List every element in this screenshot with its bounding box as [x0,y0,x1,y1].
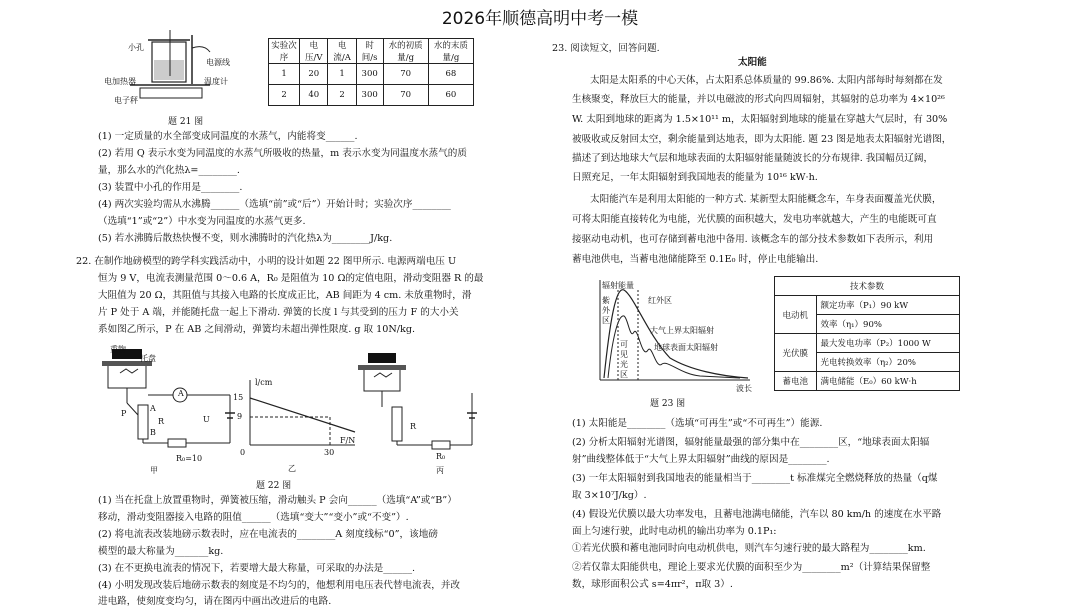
table-cell: 2 [269,85,300,106]
label-ammeter: A [178,389,184,398]
q23-para2-line: 蓄电池供电，当蓄电池储能降至 0.1E₀ 时，停止电能输出. [572,254,819,265]
spectrum-uv-label: 紫外区 [602,296,610,325]
label-thermometer: 温度计 [204,77,228,86]
label-r0-bing: R₀ [436,452,446,461]
q22-line: 模型的最大称量为_______kg. [98,546,224,557]
q23-line: (1) 太阳能是________（选填“可再生”或“不可再生”）能源. [572,418,823,429]
table-cell: 68 [428,64,473,85]
spectrum-ground-label: 地球表面太阳辐射 [654,343,718,352]
fig22-circuit-jia [98,343,248,463]
label-r: R [158,417,165,426]
q22-line: 移动，滑动变阻器接入电路的阻值______（选填“变大”“变小”或“不变”）. [98,512,409,523]
label-r0: R₀=10 [176,454,203,463]
graph-y-tick: 15 [233,393,244,402]
table-header-row [269,39,474,64]
spectrum-ir-label: 红外区 [648,296,672,305]
table-cell: 1 [269,64,300,85]
graph-y-tick: 9 [237,412,243,421]
tech-item: 效率（η₁）90% [816,315,959,334]
table-cell: 1 [328,64,356,85]
table-cell: 20 [300,64,328,85]
q22-intro-line: 22. 在制作地磅模型的跨学科实践活动中，小明的设计如题 22 图甲所示. 电源两端电压 U [76,256,457,267]
table-cell: 70 [383,64,428,85]
graph-x-label: F/N [340,436,356,445]
label-tray: 托盘 [140,354,156,363]
q23-para1-line: W. 太阳到地球的距离为 1.5×10¹¹ m，太阳辐射到地球的能量在穿越大气层时，有 30% [572,114,948,125]
spectrum-atmo-label: 大气上界太阳辐射 [650,326,714,335]
q23-line: 射”曲线整体低于“大气上界太阳辐射”曲线的原因是________. [572,454,830,465]
graph-y-label: l/cm [255,378,273,387]
label-r-bing: R [410,422,417,431]
q23-line: ②若仅靠太阳能供电，理论上要求光伏膜的面积至少为________m²（计算结果保留整 [572,562,931,573]
tech-item: 满电储能（E₀）60 kW·h [816,372,959,391]
tech-group: 蓄电池 [775,372,817,391]
q22-line: (1) 当在托盘上放置重物时，弹簧被压缩，滑动触头 P 会向______（选填“A”或“B”） [98,495,457,506]
q22-line: (2) 将电流表改装地磅示数表时，应在电流表的________A 刻度线标“0”，该地磅 [98,529,438,540]
q22-line: 进电路，使刻度变均匀，请在图丙中画出改进后的电路. [98,596,332,607]
label-jia: 甲 [150,466,158,475]
spectrum-visible-label: 可见光区 [620,340,628,379]
tech-title: 技术参数 [775,277,960,296]
graph-x-tick: 30 [324,448,335,457]
q23-para2-line: 可将太阳能直接转化为电能，光伏膜的面积越大，发电功率就越大，产生的电能既可直 [572,214,937,225]
table-cell: 300 [356,85,383,106]
q22-intro-line: 系如图乙所示，P 在 AB 之间滑动，弹簧均未超出弹性限度. g 取 10N/kg. [98,324,416,335]
q21-line: (2) 若用 Q 表示水变为同温度的水蒸气所吸收的热量，m 表示水变为同温度水蒸气的质 [98,148,467,159]
fig21-caption: 题 21 图 [168,117,204,127]
q23-line: (2) 分析太阳辐射光谱图，辐射能量最强的部分集中在________区，“地球表面太阳辐 [572,437,930,448]
q23-head: 23. 阅读短文，回答问题. [552,43,660,54]
q23-para1-line: 生核聚变，释放巨大的能量，并以电磁波的形式向四周辐射，其辐射的总功率为 4×10²⁶ [572,94,945,105]
q23-para1-line: 日照充足，一年太阳辐射到我国地表的能量为 10¹⁶ kW·h. [572,172,818,183]
q22-intro-line: 大阻值为 20 Ω，其阻值与其接入电路的长度成正比，AB 间距为 4 cm. 未放重物时，滑 [98,290,472,301]
q23-line: ①若光伏膜和蓄电池同时向电动机供电，则汽车匀速行驶的最大路程为________km. [572,543,926,554]
q23-para1-line: 被吸收或反射回太空，剩余能量到达地表，即为太阳能. 题 23 图是地表太阳辐射光谱图， [572,134,952,145]
q22-intro-line: 恒为 9 V，电流表测量范围 0～0.6 A，R₀ 是阻值为 10 Ω的定值电阻，滑动变阻器 R 的最 [98,273,484,284]
q22-line: (3) 在不更换电流表的情况下，若要增大最大称量，可采取的办法是______. [98,563,416,574]
tech-item: 光电转换效率（η₂）20% [816,353,959,372]
experiment-table [268,38,474,106]
table-header-cell: 实验次序 [269,39,300,64]
table-cell: 40 [300,85,328,106]
q23-line: 数，球形面积公式 s=4πr²，π取 3）. [572,579,733,590]
q23-line: 面上匀速行驶，此时电动机的输出功率为 0.1P₁: [572,526,777,537]
fig23-caption: 题 23 图 [650,399,686,409]
q23-para2-line: 接驱动电动机，也可存储到蓄电池中备用. 该概念车的部分技术参数如下表所示，利用 [572,234,934,245]
fig22-caption: 题 22 图 [256,481,292,491]
q21-line: 量，那么水的汽化热λ=________. [98,165,240,176]
label-yi: 乙 [288,464,296,473]
table-row [269,64,474,85]
page-title: 2026年顺德高明中考一模 [441,9,639,29]
table-cell: 2 [328,85,356,106]
q23-para1-line: 描述了到达地球大气层和地球表面的太阳辐射能量随波长的分布规律. 我国幅员辽阔， [572,153,934,164]
label-a-end: A [150,404,156,413]
spectrum-x-label: 波长 [736,384,752,393]
label-b-end: B [150,428,156,437]
q21-line: (3) 装置中小孔的作用是________. [98,182,243,193]
table-header-cell: 水的末质量/g [428,39,473,64]
q21-line: (5) 若水沸腾后散热快慢不变，则水沸腾时的汽化热λ为________J/kg. [98,233,393,244]
tech-group: 电动机 [775,296,817,334]
table-cell: 60 [428,85,473,106]
label-u: U [203,415,210,424]
tech-group: 光伏膜 [775,334,817,372]
table-header-cell: 电流/A [328,39,356,64]
q21-line: （选填“1”或“2”）中水变为同温度的水蒸气更多. [98,216,306,227]
spectrum-y-label: 辐射能量 [602,281,634,290]
label-weight: 重物 [110,345,126,354]
q23-line: (4) 假设光伏膜以最大功率发电，且蓄电池满电储能，汽车以 80 km/h 的速度在水平路 [572,509,942,520]
label-p: P [121,409,127,418]
q22-line: (4) 小明发现改装后地磅示数表的刻度是不均匀的，他想利用电压表代替电流表，并改 [98,580,461,591]
table-cell: 300 [356,64,383,85]
label-heater: 电加热器 [104,77,136,86]
q23-line: (3) 一年太阳辐射到我国地表的能量相当于________t 标准煤完全燃烧释放的热量（q煤 [572,473,938,484]
q21-line: (4) 两次实验均需从水沸腾______（选填“前”或“后”）开始计时；实验次序________ [98,199,451,210]
label-power-wire: 电源线 [206,58,230,67]
tech-item: 最大发电功率（P₂）1000 W [816,334,959,353]
label-hole: 小孔 [128,43,144,52]
q23-title: 太阳能 [738,57,767,68]
table-header-cell: 水的初质量/g [383,39,428,64]
q22-intro-line: 片 P 处于 A 端，并能随托盘一起上下滑动. 弹簧的长度 l 与其受到的压力 F 的大小关 [98,307,459,318]
q23-para2-line: 太阳能汽车是利用太阳能的一种方式. 某新型太阳能概念车，车身表面覆盖光伏膜， [590,194,942,205]
q21-line: (1) 一定质量的水全部变成同温度的水蒸气，内能将变______. [98,131,358,142]
table-cell: 70 [383,85,428,106]
graph-x-tick: 0 [240,448,246,457]
table-header-cell: 时间/s [356,39,383,64]
q23-line: 取 3×10⁷J/kg）. [572,490,647,501]
tech-item: 额定功率（P₁）90 kW [816,296,959,315]
table-row [269,85,474,106]
fig22-circuit-bing [352,345,482,460]
q23-para1-line: 太阳是太阳系的中心天体，占太阳系总体质量的 99.86%. 太阳内部每时每刻都在发 [590,75,943,86]
fig22-graph-yi [245,380,365,460]
table-header-cell: 电压/V [300,39,328,64]
label-scale: 电子秤 [114,96,138,105]
tech-table [774,276,960,391]
label-bing: 丙 [436,466,444,475]
